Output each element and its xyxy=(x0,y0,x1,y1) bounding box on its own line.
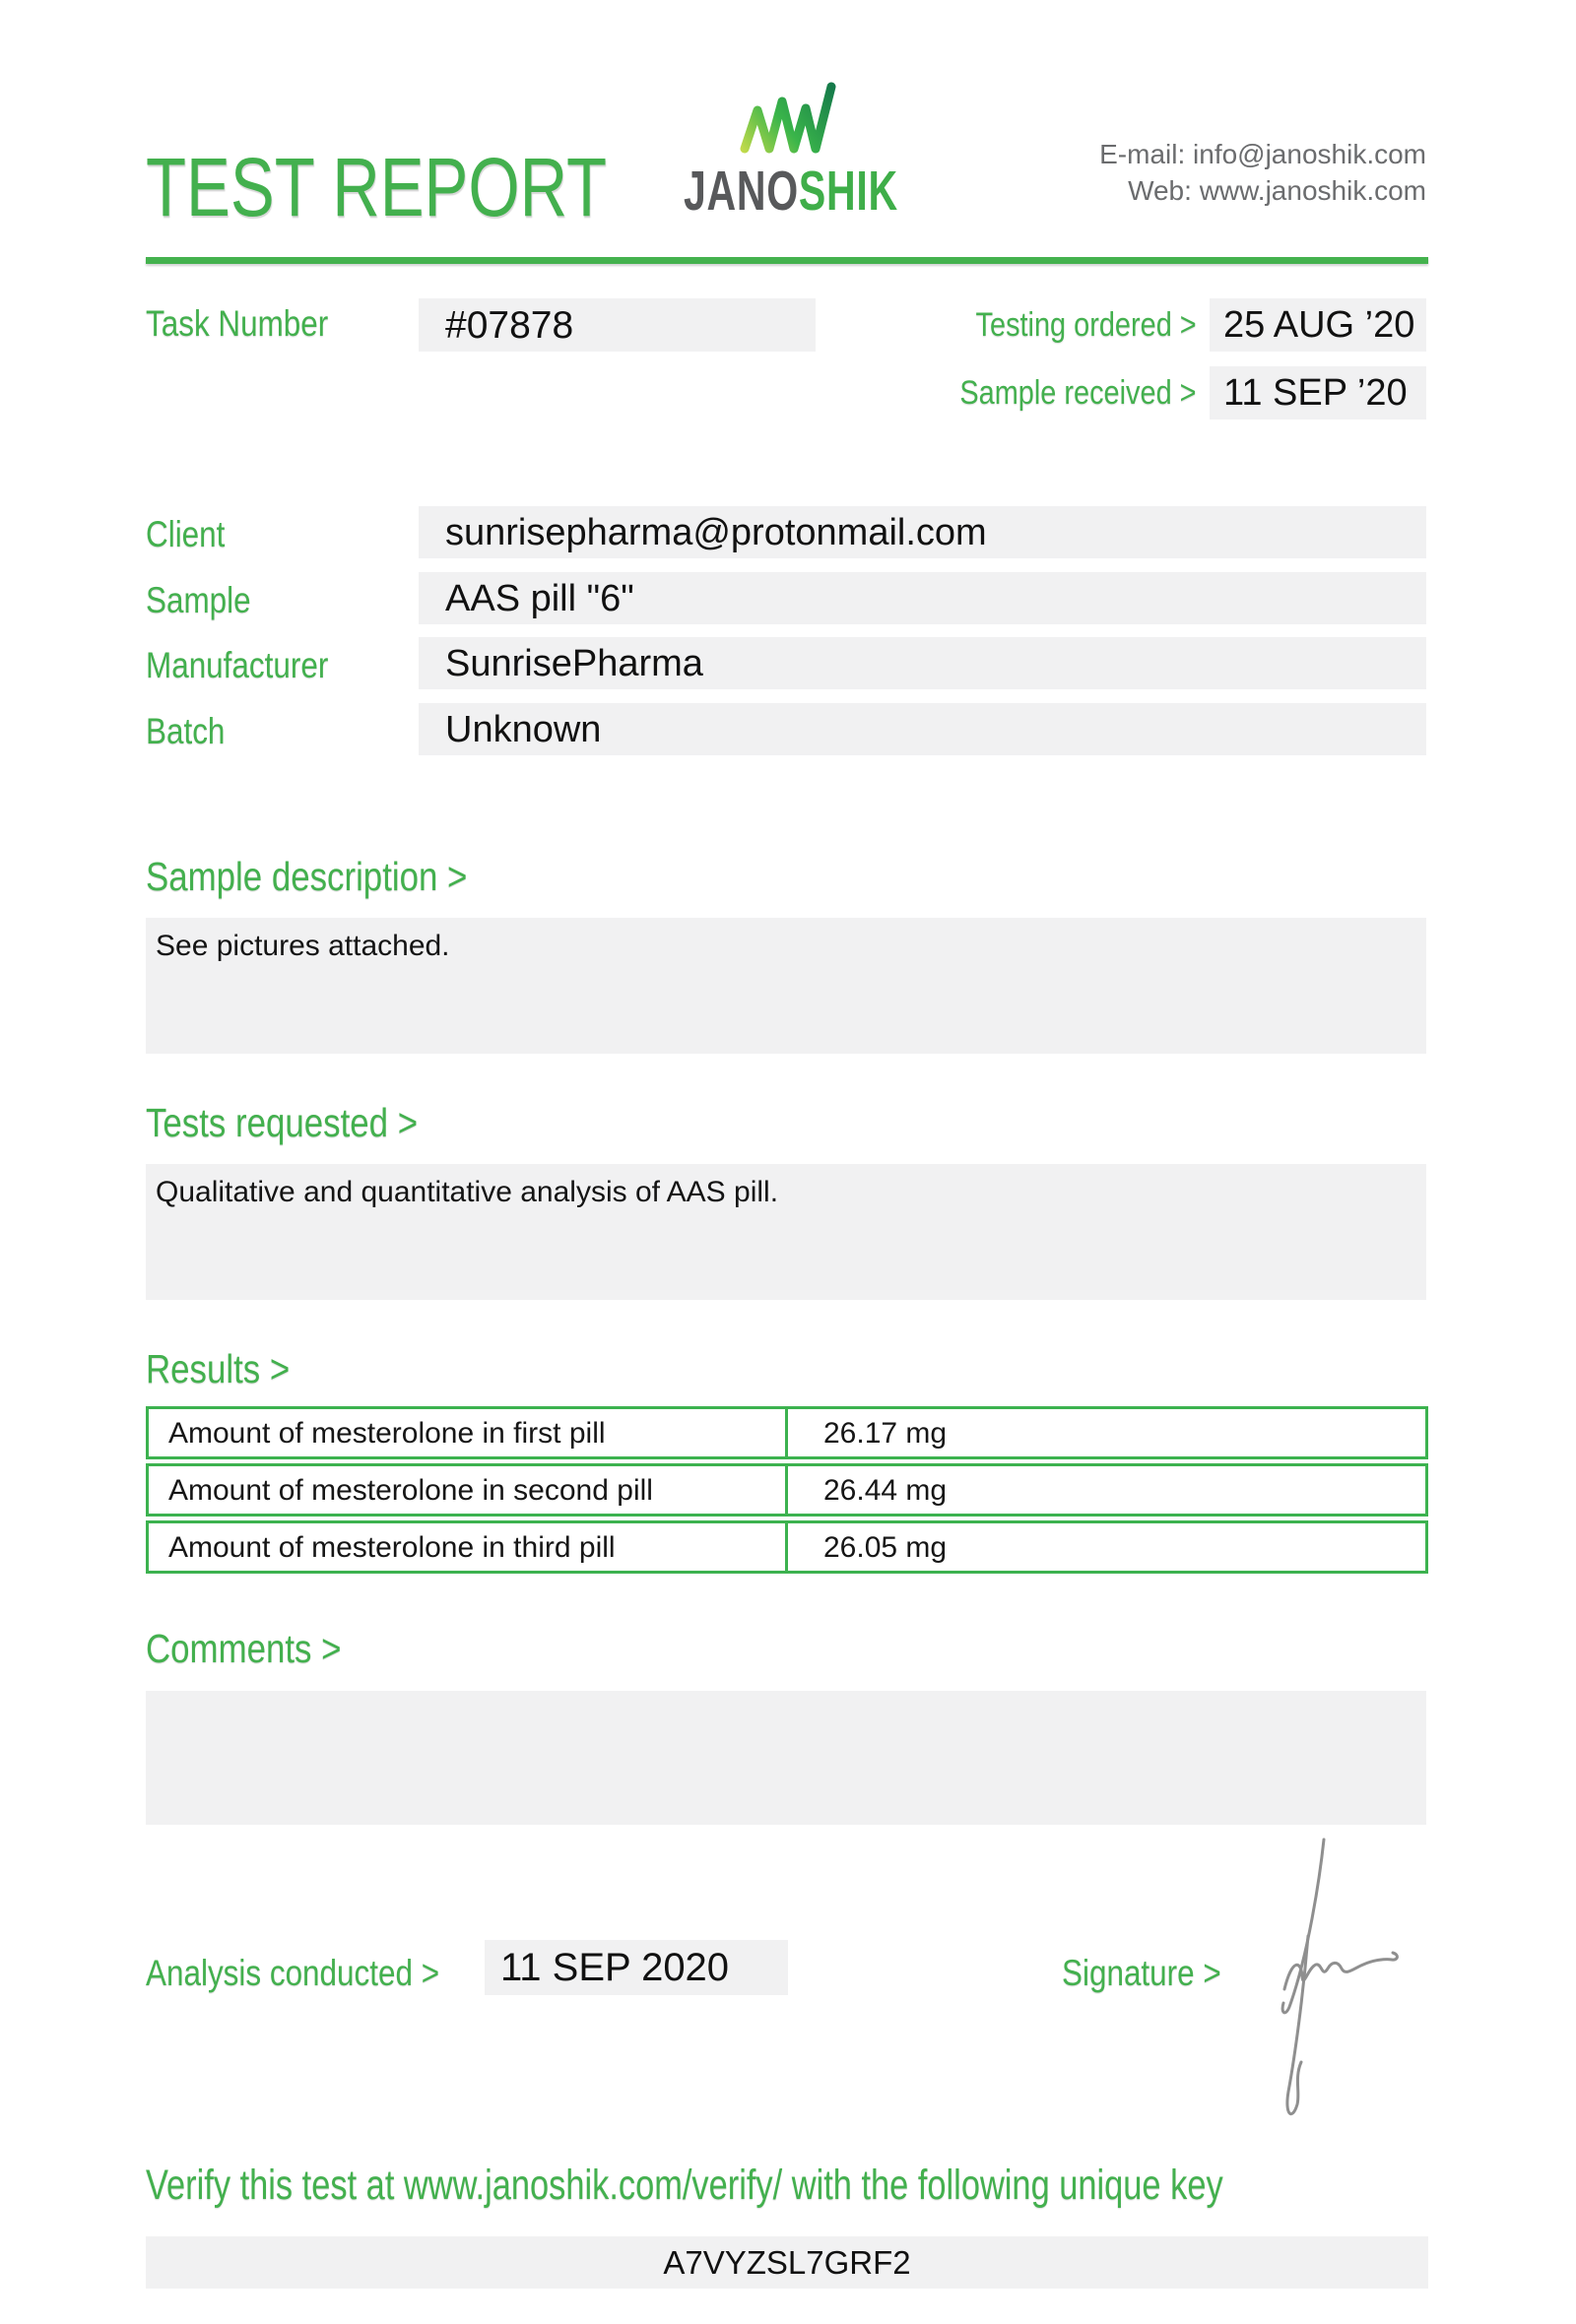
sample-description-text: See pictures attached. xyxy=(156,930,450,962)
signature-handwriting xyxy=(1243,1820,1440,2150)
result-value: 26.05 mg xyxy=(823,1531,948,1564)
client-label: Client xyxy=(146,514,226,554)
comments-box xyxy=(146,1691,1426,1825)
page-title: TEST REPORT xyxy=(146,141,608,233)
logo-word-green: SHIK xyxy=(798,160,898,223)
batch-value: Unknown xyxy=(419,703,1426,755)
contact-info xyxy=(1099,136,1426,209)
table-row xyxy=(146,1520,1428,1574)
result-name: Amount of mesterolone in second pill xyxy=(149,1466,788,1514)
contact-email: E-mail: info@janoshik.com xyxy=(1099,139,1426,169)
signature-label: Signature > xyxy=(1062,1953,1221,1993)
table-row xyxy=(146,1463,1428,1517)
tests-requested-box xyxy=(146,1164,1426,1300)
sample-description-heading: Sample description > xyxy=(146,854,468,899)
sample-received-value: 11 SEP ’20 xyxy=(1210,366,1426,420)
result-name: Amount of mesterolone in first pill xyxy=(149,1409,788,1456)
manufacturer-value: SunrisePharma xyxy=(419,637,1426,689)
results-heading: Results > xyxy=(146,1346,291,1391)
sample-label: Sample xyxy=(146,580,251,620)
tests-requested-text: Qualitative and quantitative analysis of AAS pill. xyxy=(156,1176,779,1208)
results-table xyxy=(146,1406,1428,1578)
analysis-conducted-value: 11 SEP 2020 xyxy=(485,1940,788,1995)
logo-wordmark xyxy=(684,160,898,223)
task-number-label: Task Number xyxy=(146,303,329,344)
testing-ordered-value: 25 AUG ’20 xyxy=(1210,298,1426,352)
table-row xyxy=(146,1406,1428,1459)
sample-received-label: Sample received > xyxy=(959,374,1197,412)
analysis-conducted-label: Analysis conducted > xyxy=(146,1953,440,1993)
result-value: 26.44 mg xyxy=(823,1474,948,1507)
batch-label: Batch xyxy=(146,711,226,751)
result-value: 26.17 mg xyxy=(823,1417,948,1450)
unique-key-value: A7VYZSL7GRF2 xyxy=(146,2236,1428,2289)
logo-chart-peaks-icon xyxy=(739,79,837,164)
testing-ordered-label: Testing ordered > xyxy=(975,306,1197,344)
task-number-value: #07878 xyxy=(419,298,816,352)
sample-value: AAS pill "6" xyxy=(419,572,1426,624)
result-name: Amount of mesterolone in third pill xyxy=(149,1523,788,1571)
client-value: sunrisepharma@protonmail.com xyxy=(419,506,1426,558)
comments-heading: Comments > xyxy=(146,1626,342,1671)
sample-description-box xyxy=(146,918,1426,1054)
header-divider xyxy=(146,257,1428,264)
logo-word-dark: JANO xyxy=(684,160,799,223)
contact-web: Web: www.janoshik.com xyxy=(1128,175,1426,206)
tests-requested-heading: Tests requested > xyxy=(146,1100,419,1145)
verify-instruction: Verify this test at www.janoshik.com/verify/ with the following unique key xyxy=(146,2162,1223,2209)
manufacturer-label: Manufacturer xyxy=(146,645,329,685)
